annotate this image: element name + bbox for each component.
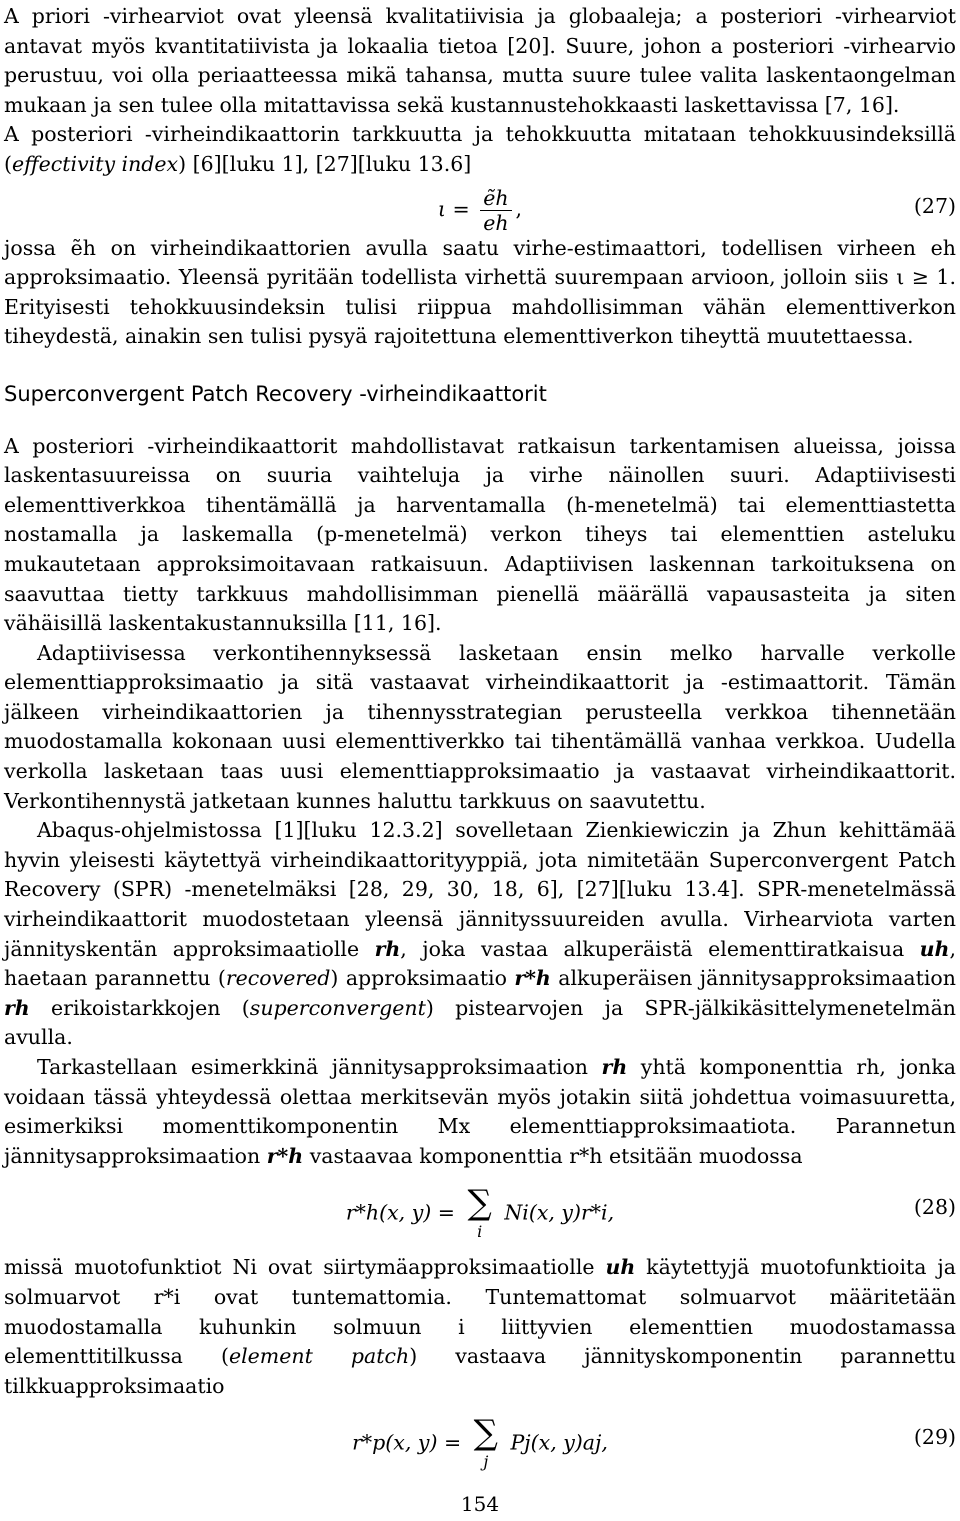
paragraph-7-text-b: yhtä komponenttia rh, jonka voidaan tässä yhteydessä olettaa merkitsevän myös jotakin siitä johdettua voimasuuretta, esimerkiksi momenttikomponentin Mx elementtiapproksimaatiota. Parannetun jännitysapproksimaation [4, 1055, 956, 1168]
paragraph-2-emphasis: effectivity index [12, 151, 179, 176]
symbol-rstar-2: r*h [266, 1143, 304, 1168]
equation-29-sum [474, 1415, 498, 1473]
paragraph-2 [4, 120, 956, 179]
equation-27-lhs: ι = [437, 196, 470, 221]
symbol-rh: rh [374, 936, 401, 961]
paragraph-1: A priori -virhearviot ovat yleensä kvalitatiivisia ja globaaleja; a posteriori -virhearviot antavat myös kvantitatiivista ja lokaalia tietoa [20]. Suure, johon a posteriori -virhearvio perustuu, voi olla periaatteessa mikä tahansa, mutta suure tulee valita laskentaongelman mukaan ja sen tulee olla mitattavissa sekä kustannustehokkaasti laskettavissa [7, 16]. [4, 4, 956, 117]
paragraph-2-text-b: ) [6][luku 1], [27][luku 13.6] [178, 151, 472, 176]
equation-27-math [4, 186, 956, 235]
equation-29 [4, 1409, 956, 1479]
emphasis-recovered: recovered [225, 966, 331, 991]
emphasis-superconvergent: superconvergent [249, 995, 426, 1020]
symbol-rstar: r*h [514, 966, 551, 991]
paragraph-8-text-c: ) vastaava jännityskomponentin parannettu tilkkuapproksimaatio [4, 1344, 956, 1398]
equation-28-number: (28) [913, 1195, 956, 1220]
paragraph-8-text-a: missä muotofunktiot Ni ovat siirtymäapproksimaatiolle [4, 1255, 606, 1280]
paragraph-8 [4, 1253, 956, 1401]
equation-29-sum-index: j [483, 1452, 489, 1472]
equation-27-numerator: ẽh [480, 186, 511, 211]
paragraph-7-text-a: Tarkastellaan esimerkkinä jännitysapproksimaation [37, 1055, 602, 1079]
symbol-uh-2: uh [605, 1255, 636, 1280]
equation-27-tail: , [515, 196, 523, 221]
equation-28-rhs: Ni(x, y)r*i, [504, 1200, 615, 1225]
equation-27-denominator: eh [483, 210, 509, 235]
paragraph-6-text-e: alkuperäisen jännitysapproksimaation [550, 966, 956, 991]
equation-29-number: (29) [913, 1425, 956, 1450]
paragraph-5: Adaptiivisessa verkontihennyksessä lasketaan ensin melko harvalle verkolle elementtiapproksimaatio ja sitä vastaavat virheindikaattorit ja -estimaattorit. Tämän jälkeen virheindikaattorien ja tihennysstrategian perusteella verkkoa tihennetään muodostamalla kokonaan uusi elementtiverkko tai tihentämällä vanhaa verkkoa. Uudella verkolla lasketaan taas uusi elementtiapproksimaatio ja vastaavat virheindikaattorit. Verkontihennystä jatketaan kunnes haluttu tarkkuus on saavutettu. [4, 640, 956, 813]
paragraph-6 [4, 816, 956, 1053]
text-column [4, 2, 956, 1479]
emphasis-element-patch: element patch [228, 1344, 410, 1369]
equation-28 [4, 1179, 956, 1249]
equation-29-rhs: Pj(x, y)aj, [510, 1430, 608, 1455]
equation-27-fraction [480, 186, 511, 235]
equation-28-sum [468, 1185, 492, 1243]
section-heading: Superconvergent Patch Recovery -virheindikaattorit [4, 381, 547, 406]
paragraph-6-text-b: , joka vastaa alkuperäistä elementtiratkaisua [400, 936, 920, 961]
equation-28-math [4, 1185, 956, 1243]
paragraph-4: A posteriori -virheindikaattorit mahdollistavat ratkaisun tarkentamisen alueissa, joissa laskentasuureissa on suuria vaihteluja ja virhe näinollen suuri. Adaptiivisesti elementtiverkkoa tihentämällä ja harventamalla (h-menetelmä) tai elementtiastetta nostamalla ja laskemalla (p-menetelmä) verkon tiheys tai elementtien asteluku mukautetaan approksimoitavaan ratkaisuun. Adaptiivisen laskennan tarkoituksena on saavuttaa tietty tarkkuus mahdollisimman pienellä määrällä vapausasteita ja siten vähäisillä laskentakustannuksilla [11, 16]. [4, 433, 956, 636]
paragraph-6-text-g: ) pistearvojen ja SPR-jälkikäsittelymenetelmän avulla. [4, 995, 956, 1050]
equation-28-lhs: r*h(x, y) = [345, 1200, 455, 1225]
equation-28-sum-index: i [477, 1222, 483, 1242]
paragraph-6-text-d: ) approksimaatio [330, 966, 515, 991]
equation-27 [4, 185, 956, 235]
equation-27-number: (27) [913, 193, 956, 218]
paragraph-7 [4, 1053, 956, 1171]
symbol-uh: uh [919, 936, 950, 961]
equation-29-math [4, 1415, 956, 1473]
page-number: 154 [460, 1492, 500, 1516]
paragraph-3: jossa ẽh on virheindikaattorien avulla saatu virhe-estimaattori, todellisen virheen eh approksimaatio. Yleensä pyritään todellista virhettä suurempaan arvioon, jolloin siis ι ≥ 1. Erityisesti tehokkuusindeksin tulisi riippua mahdollisimman vähän elementtiverkon tiheydestä, ainakin sen tulisi pysyä rajoitettuna elementtiverkon tiheyttä muutettaessa. [4, 235, 956, 349]
sum-sign-icon: ∑ [473, 1413, 498, 1454]
sum-sign-icon: ∑ [467, 1183, 492, 1224]
paragraph-6-text-f: erikoistarkkojen ( [29, 995, 250, 1020]
symbol-rh-3: rh [601, 1055, 628, 1079]
paragraph-2-text-a: A posteriori -virheindikaattorin tarkkuutta ja tehokkuutta mitataan tehokkuusindeksillä ( [4, 122, 956, 176]
paragraph-6-text-c: , haetaan parannettu ( [4, 936, 956, 991]
symbol-rh-2: rh [4, 995, 30, 1020]
paragraph-6-text-a: Abaqus-ohjelmistossa [1][luku 12.3.2] sovelletaan Zienkiewiczin ja Zhun kehittämää hyvin yleisesti käytettyä virheindikaattorityyppiä, jota nimitetään Superconvergent Patch Recovery (SPR) -menetelmäksi [28, 29, 30, 18, 6], [27][luku 13.4]. SPR-menetelmässä virheindikaattorit muodostetaan yleensä jännityssuureiden avulla. Virhearviota varten jännityskentän approksimaatiolle [4, 818, 956, 961]
paragraph-8-text-b: käytettyjä muotofunktioita ja solmuarvot r*i ovat tuntemattomia. Tuntemattomat solmuarvot määritetään muodostamalla kuhunkin solmuun i liittyvien elementtien muodostamassa elementtitilkussa ( [4, 1255, 956, 1369]
equation-29-lhs: r*p(x, y) = [352, 1430, 462, 1455]
paragraph-7-text-c: vastaavaa komponenttia r*h etsitään muodossa [303, 1143, 803, 1168]
